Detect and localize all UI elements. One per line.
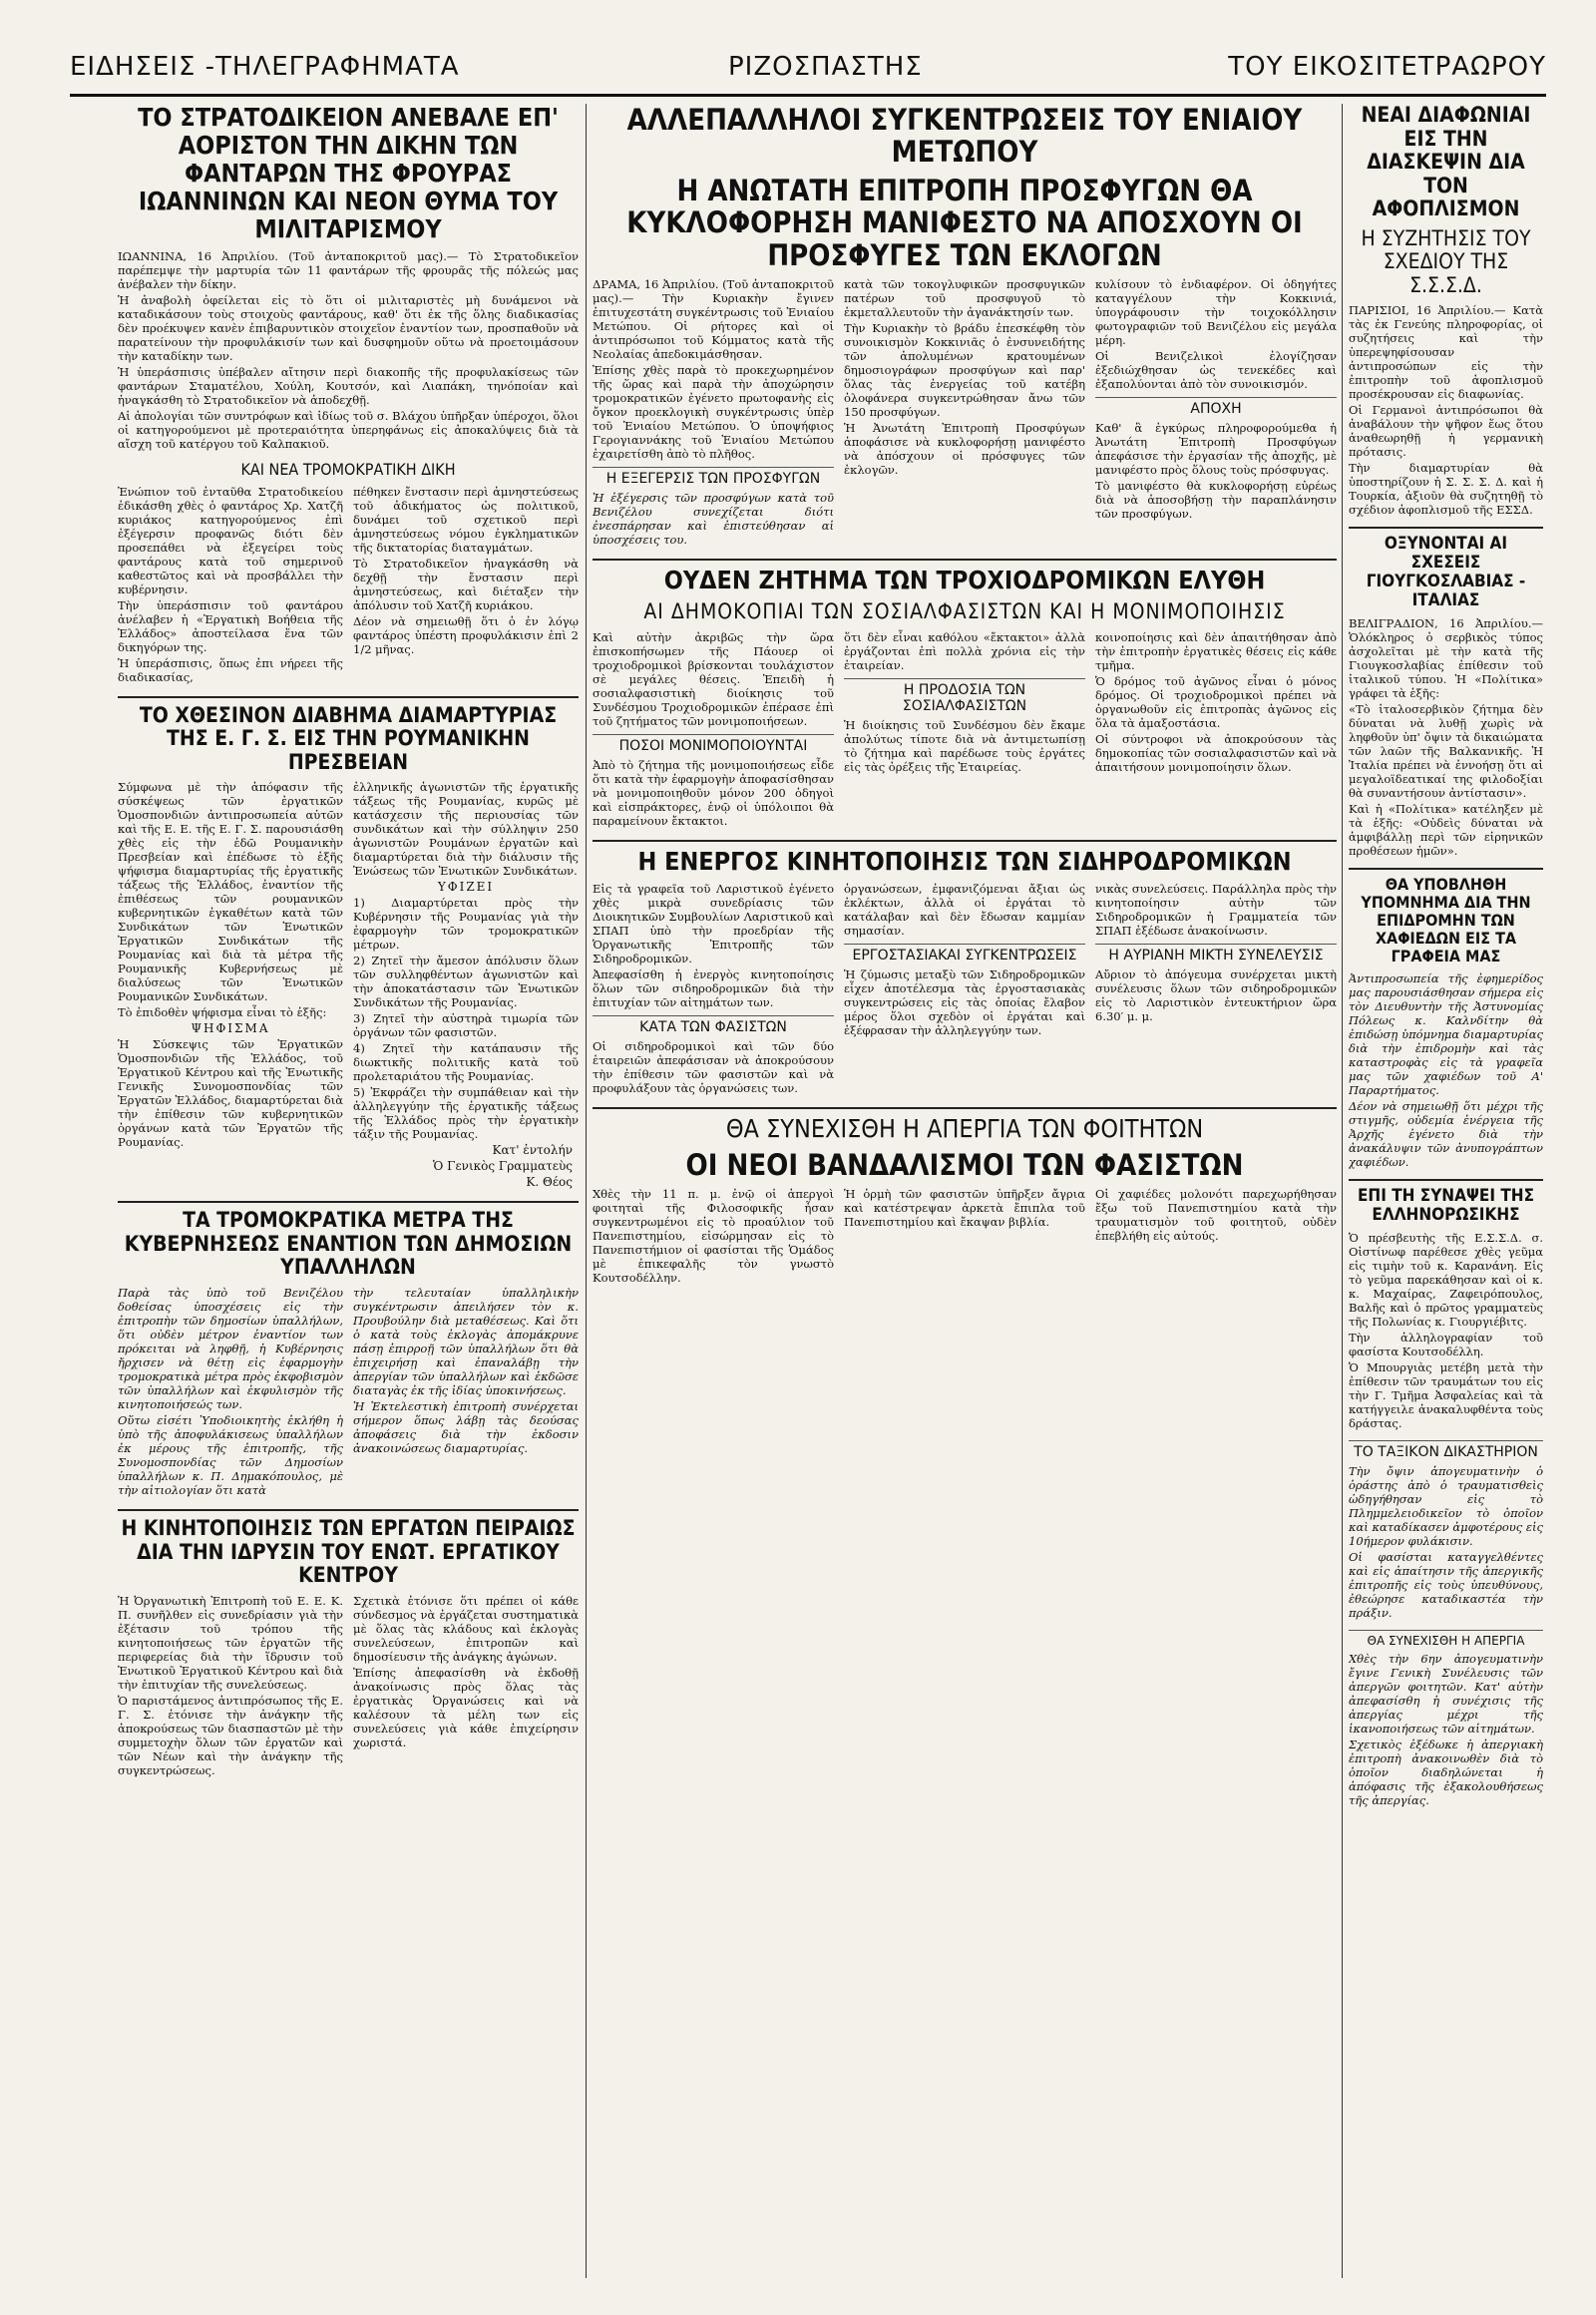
paragraph: Τὴν Κυριακὴν τὸ βράδυ ἐπεσκέφθη τὸν συνοικισμὸν Κοκκινιᾶς ὁ ἐνσυνειδήτης τῶν ἀπολυμένων κρατουμένων δημοσιογράφων προσφύγων καὶ παρ' ὅλας τὰς ἐνεργείας τοῦ κατέβη ὁλοφάνερα συγκεντρώθησαν ἄνω τῶν 150 προσφύγων. — [844, 321, 1085, 420]
paragraph: Ὁ παριστάμενος ἀντιπρόσωπος τῆς Ε. Γ. Σ. ἐτόνισε τὴν ἀνάγκην τῆς ἀποκρούσεως τῶν διασπαστῶν μὲ τὴν συμμετοχὴν ὅλων τῶν ἐργατῶν καὶ τῶν Νέων καὶ τὴν ἀνάγκην τῆς συγκεντρώσεως. — [118, 1693, 343, 1777]
paragraph: Καὶ ἡ «Πολίτικα» κατέληξεν μὲ τὰ ἑξῆς: «Οὐδεὶς δύναται νὰ ἀμφιβάλλῃ περὶ τῶν εἰρηνικῶν προθέσεων ἡμῶν». — [1349, 802, 1543, 859]
subheading: Η ΠΡΟΔΟΣΙΑ ΤΩΝ ΣΟΣΙΑΛΦΑΣΙΣΤΩΝ — [844, 678, 1085, 714]
subheading: ΠΟΣΟΙ ΜΟΝΙΜΟΠΟΙΟΥΝΤΑΙ — [593, 734, 834, 754]
article-columns — [593, 277, 1337, 549]
column-right — [1349, 104, 1543, 2278]
paragraph: Οἱ φασίσται καταγγελθέντες καὶ εἰς ἀπαίτησιν τῆς ἀπεργικῆς ἐπιτροπῆς εἰς τοὺς ὑπευθύνους, ἐθεώρησε καταδικαστέα τὴν πράξιν. — [1349, 1549, 1543, 1620]
paragraph: Ἡ διοίκησις τοῦ Συνδέσμου δὲν ἔκαμε ἀπολύτως τίποτε διὰ νὰ ἀντιμετωπίσῃ τὸ ζήτημα καὶ παρέδωσε τοὺς ἐργάτες εἰς τὰς ὀρέξεις τῆς Ἑταιρείας. — [844, 717, 1085, 774]
text-column — [593, 882, 834, 1097]
text-column — [118, 1286, 343, 1499]
paragraph: Σύμφωνα μὲ τὴν ἀπόφασιν τῆς σύσκέψεως τῶν ἐργατικῶν Ὁμοσπονδιῶν ἀντιπροσωπεία αὐτῶν καὶ τῆς Ε. Ε. τῆς Ε. Γ. Σ. παρουσιάσθη χθὲς εἰς τὴν ἐδῶ Ρουμανικὴν Πρεσβείαν καὶ ἐπέδωσε τὸ ἑξῆς ψήφισμα διαμαρτυρίας τῆς ἐργατικῆς τάξεως τῆς Ἑλλάδος, ἐναντίον τῆς ἐπιθέσεως τῶν ρουμανικῶν κυβερνητικῶν ἐγκαθέτων κατὰ τῶν Συνδικάτων τῶν Ἑνωτικῶν Ἐργατικῶν Συνδικάτων τῆς Ρουμανίας καὶ διὰ τὰ μέτρα τῆς Ρουμανικῆς Κυβερνήσεως μὲ διαλύσεως τῶν Ἑνωτικῶν Ρουμανικῶν Συνδικάτων. — [118, 780, 343, 1004]
divider — [593, 559, 1337, 561]
article-yugoslavia-italy — [1349, 535, 1543, 858]
paragraph: Ἐνώπιον τοῦ ἐνταῦθα Στρατοδικείου ἐδικάσθη χθὲς ὁ φαντάρος Χρ. Χατζῆ κυριάκος κατηγορούμενος ἐπὶ ἐξέγερσιν προφανῶς διότι δὲν προσεπάθει νὰ ἐξεγείρει τοὺς φαντάρους κατὰ τοῦ σημερινοῦ καθεστῶτος καὶ νὰ προσβάλλει τὴν κυβέρνησιν. — [118, 484, 343, 596]
paragraph: κυλίσουν τὸ ἐνδιαφέρον. Οἱ ὀδηγήτες καταγγέλουν τὴν Κοκκινιά, ὑπογράφουσιν τὴν τοιχοκόλλησιν φωτογραφιῶν τοῦ Βενιζέλου εἰς μεγάλα μέρη. — [1095, 277, 1337, 348]
paragraph: ΒΕΛΙΓΡΑΔΙΟΝ, 16 Ἀπριλίου.— Ὁλόκληρος ὁ σερβικὸς τύπος ἀσχολεῖται μὲ τὴν κατὰ τῆς Γιουγκοσλαβίας ἐπίθεσιν τοῦ ἰταλικοῦ τύπου. Ἡ «Πολίτικα» γράφει τὰ ἑξῆς: — [1349, 616, 1543, 701]
headline-secondary: Η ΣΥΖΗΤΗΣΙΣ ΤΟΥ ΣΧΕΔΙΟΥ ΤΗΣ Σ.Σ.Σ.Δ. — [1361, 225, 1531, 297]
article-columns — [118, 1594, 579, 1779]
headline: ΤΟ ΣΤΡΑΤΟΔΙΚΕΙΟΝ ΑΝΕΒΑΛΕ ΕΠ' ΑΟΡΙΣΤΟΝ ΤΗΝ ΔΙΚΗΝ ΤΩΝ ΦΑΝΤΑΡΩΝ ΤΗΣ ΦΡΟΥΡΑΣ ΙΩΑΝΝΙΝΩΝ ΚΑΙ ΝΕΟΝ ΘΥΜΑ ΤΟΥ ΜΙΛΙΤΑΡΙΣΜΟΥ — [138, 104, 559, 243]
paragraph: 1) Διαμαρτύρεται πρὸς τὴν Κυβέρνησιν τῆς Ρουμανίας γιὰ τὴν ἐφαρμογὴν τῶν τρομοκρατικῶν μέτρων. — [353, 896, 579, 953]
text-column — [353, 780, 579, 1191]
article-military-court — [118, 104, 579, 451]
text-column — [593, 630, 834, 830]
headline: ΟΞΥΝΟΝΤΑΙ ΑΙ ΣΧΕΣΕΙΣ ΓΙΟΥΓΚΟΣΛΑΒΙΑΣ - ΙΤΑΛΙΑΣ — [1366, 534, 1526, 611]
paragraph: Ἡ Σύσκεψις τῶν Ἐργατικῶν Ὁμοσπονδιῶν τῆς Ἑλλάδος, τοῦ Ἐργατικοῦ Κέντρου καὶ τῆς Ἑνωτικῆς Γενικῆς Συνομοσπονδίας τῶν Ἐργατῶν Ἑλλάδος, διαμαρτύρεται διὰ τὴν ἐπίθεσιν τῶν κυβερνητικῶν ὀργάνων κατὰ τῶν Ἐργατῶν τῆς Ρουμανίας. — [118, 1037, 343, 1150]
paragraph: ὅτι δὲν εἶναι καθόλου «ἔκτακτοι» ἀλλὰ ἐργάζονται ἐπὶ πολλὰ χρόνια εἰς τὴν ἐταιρείαν. — [844, 629, 1085, 672]
headline: ΟΥΔΕΝ ΖΗΤΗΜΑ ΤΩΝ ΤΡΟΧΙΟΔΡΟΜΙΚΩΝ ΕΛΥΘΗ — [663, 566, 1266, 595]
article-greek-soviet — [1349, 1187, 1543, 1430]
headline: ΘΑ ΣΥΝΕΧΙΣΘΗ Η ΑΠΕΡΓΙΑ ΤΩΝ ΦΟΙΤΗΤΩΝ — [725, 1113, 1204, 1143]
signature: Κατ' ἐντολήν — [492, 1143, 573, 1158]
article-columns — [118, 485, 579, 686]
paragraph: Δέον νὰ σημειωθῇ ὅτι μέχρι τῆς στιγμῆς, οὐδεμία ἐνέργεια τῆς Ἀρχῆς ἐγένετο διὰ τὴν ἀνακάλυψιν τῶν ἀνυπογράπτων χαφιέδων. — [1349, 1098, 1543, 1169]
paragraph: Ἡ Ἀνωτάτη Ἐπιτροπὴ Προσφύγων ἀποφάσισε νὰ κυκλοφορήσῃ μανιφέστο νὰ ἀπόσχουν οἱ πρόσφυγες τῶν ἐκλογῶν. — [844, 421, 1085, 478]
column-divider — [1342, 104, 1343, 2278]
paragraph: Ἡ ἀναβολὴ ὀφείλεται εἰς τὸ ὅτι οἱ μιλιταριστὲς μὴ δυνάμενοι νὰ καταδικάσουν τοὺς στοιχοὺς φαντάρους, καθ' ὅτι ἐκ τῆς ὅλης διαδικασίας δὲν προέκυψεν κανὲν ἐπιβαρυντικὸν στοιχεῖον ἐναντίον των, προσπαθοῦν νὰ παρατείνουν τὴν προφυλάκισίν των καὶ δυσφημοῦν οὕτω νὰ προετοιμάσουν τὴν καταδίκην των. — [118, 293, 579, 363]
resolution-subheading: ΥΦΙΖΕΙ — [437, 880, 495, 895]
paragraph: ΠΑΡΙΣΙΟΙ, 16 Ἀπριλίου.— Κατὰ τὰς ἐκ Γενεύης πληροφορίας, οἱ συζητήσεις καὶ τὴν ὑπερεψηφίσουσαν ἀντιπροσώπων εἰς τὴν ἐπιτροπὴν τοῦ ἀφοπλισμοῦ προσέκρουσαν εἰς διαφωνίας. — [1349, 303, 1543, 402]
paragraph: Αὔριον τὸ ἀπόγευμα συνέρχεται μικτὴ συνέλευσις ὅλων τῶν σιδηροδρομικῶν εἰς τὸ Λαριστικὸν ἐντευκτήριον ὥρα 6.30′ μ. μ. — [1095, 966, 1337, 1023]
paragraph: Ἡ ὑπεράσπισις ὑπέβαλεν αἴτησιν περὶ διακοπῆς τῆς προφυλακίσεως τῶν φαντάρων Σταματέλου, Χούλη, Κουτσόν, καὶ Λιαπάκη, τηνόποίαν καὶ ἠναγκάσθη τὸ Στρατοδικεῖον νὰ ἀποδεχθῇ. — [118, 365, 579, 407]
paragraph: Οἱ Γερμανοὶ ἀντιπρόσωποι θὰ ἀναβάλουν τὴν ψῆφον ἕως ὅτου ἀναθεωρηθῇ ἡ γερμανικὴ πρότασις. — [1349, 403, 1543, 460]
paragraph: Ἡ Ἐκτελεστικὴ ἐπιτροπὴ συνέρχεται σήμερον ὅπως λάβῃ τὰς δεούσας ἀποφάσεις διὰ τὴν ἐκδοσιν ἀνακοινώσεως διαμαρτυρίας. — [353, 1399, 579, 1455]
paragraph: «Τὸ ἰταλοσερβικὸν ζήτημα δὲν δύναται νὰ λυθῇ χωρὶς νὰ ληφθοῦν ὑπ' ὄψιν τὰ δικαιώματα τῶν λαῶν τῆς Βαλκανικῆς. Ἡ Ἰταλία πρέπει νὰ ἐννοήσῃ ὅτι αἱ μεγαλοϊδεατικαί της φιλοδοξίαι θὰ συναντήσουν ἀντίστασιν». — [1349, 702, 1543, 801]
paragraph: Χθὲς τὴν 6ην ἀπογευματινὴν ἔγινε Γενικὴ Συνέλευσις τῶν ἀπεργῶν φοιτητῶν. Κατ' αὐτὴν ἀπεφασίσθη ἡ συνέχισις τῆς ἀπεργίας μέχρι τῆς ἱκανοποιήσεως τῶν αἰτημάτων. — [1349, 1651, 1543, 1736]
signature: Κ. Θέος — [526, 1175, 573, 1190]
divider — [593, 840, 1337, 842]
paragraph: Ἀπεφασίσθη ἡ ἐνεργὸς κινητοποίησις ὅλων τῶν σιδηροδρομικῶν διὰ τὴν ἐπιτυχίαν τῶν αἰτημάτων των. — [593, 966, 834, 1009]
text-column — [593, 277, 834, 549]
headline-secondary: ΟΙ ΝΕΟΙ ΒΑΝΔΑΛΙΣΜΟΙ ΤΩΝ ΦΑΣΙΣΤΩΝ — [685, 1147, 1244, 1182]
resolution-heading: ΨΗΦΙΣΜΑ — [191, 1021, 270, 1036]
headline-secondary: ΑΙ ΔΗΜΟΚΟΠΙΑΙ ΤΩΝ ΣΟΣΙΑΛΦΑΣΙΣΤΩΝ ΚΑΙ Η ΜΟΝΙΜΟΠΟΙΗΣΙΣ — [643, 599, 1286, 624]
paragraph: κοινοποίησις καὶ δὲν ἀπαιτήθησαν ἀπὸ τὴν ἐπιτροπὴν ἐργατικὲς θέσεις εἰς κάθε τμῆμα. — [1095, 629, 1337, 672]
text-column — [1095, 630, 1337, 830]
divider — [118, 1201, 579, 1203]
subheading: ΑΠΟΧΗ — [1095, 397, 1337, 417]
paragraph: Τὸ μανιφέστο θὰ κυκλοφορήσῃ εὐρέως διὰ νὰ ἀποσοβήσῃ τὴν παραπλάνησιν τῶν προσφύγων. — [1095, 479, 1337, 522]
divider — [118, 1509, 579, 1511]
paragraph: Ἡ Ὀργανωτικὴ Ἐπιτροπὴ τοῦ Ε. Ε. Κ. Π. συνῆλθεν εἰς συνεδρίασιν γιὰ τὴν ἐξέτασιν τοῦ τρόπου τῆς κινητοποιήσεως τῶν ἐργατῶν τῆς περιφερείας διὰ τὴν ἵδρυσιν τοῦ Ἑνωτικοῦ Ἐργατικοῦ Κέντρου καὶ διὰ τὴν ἐπιτυχίαν τῆς συνελεύσεως. — [118, 1593, 343, 1692]
text-column — [1095, 882, 1337, 1097]
paragraph: Οἱ Βενιζελικοὶ ἐλογίζησαν ἐξεδιώχθησαν ὡς τενεκέδες καὶ ἐξαπολύονται ἀπὸ τὸν συνοικισμόν. — [1095, 349, 1337, 392]
paragraph: ὀργανώσεων, ἐμφανιζόμεναι ἄξιαι ὡς ἐκλέκτων, ἀλλὰ οἱ ἐργάται τὸ κατάλαβαν καὶ δὲν ἔδωσαν καμμίαν σημασίαν. — [844, 881, 1085, 938]
paragraph: Τὴν ὄψιν ἀπογευματινὴν ὁ ὁράστης ἀπὸ ὁ τραυματισθεὶς ὡδηγήθησαν εἰς τὸ Πλημμελειοδικεῖον τὸ ὁποῖον καὶ καταδίκασεν ἀμφοτέρους εἰς 10ήμερον φυλάκισιν. — [1349, 1463, 1543, 1548]
paragraph: Ἡ ὑπεράσπισις, ὅπως ἐπι νήρεει τῆς διαδικασίας, — [118, 655, 343, 684]
article-romanian-embassy — [118, 704, 579, 1192]
column-left — [118, 104, 579, 2278]
paragraph: Παρὰ τὰς ὑπὸ τοῦ Βενιζέλου δοθείσας ὑποσχέσεις εἰς τὴν ἐπιτροπὴν τῶν δημοσίων ὑπαλλήλων, ὅτι οὐδὲν μέτρον ἐναντίον των πρόκειται νὰ ληφθῇ, ἡ Κυβέρνησις ἤρχισεν νὰ θέτῃ εἰς ἐφαρμογὴν τρομοκρατικὰ μέτρα πρὸς ἐκφοβισμὸν τῶν ὑπαλλήλων καὶ ἐκφυλισμὸν τῆς κινητοποιήσεώς των. — [118, 1286, 343, 1411]
subheading: ΕΡΓΟΣΤΑΣΙΑΚΑΙ ΣΥΓΚΕΝΤΡΩΣΕΙΣ — [844, 944, 1085, 964]
paragraph: Σχετικὰ ἐτόνισε ὅτι πρέπει οἱ κάθε σύνδεσμος νὰ ἐργάζεται συστηματικὰ μὲ ὅλας τὰς κλάδους καὶ ἐκλογὰς συνελεύσεων, ἐπιτροπῶν καὶ δημοσίευσιν τῆς ἀνάγκης ἀγώνων. — [353, 1593, 579, 1664]
subheading: Η ΑΥΡΙΑΝΗ ΜΙΚΤΗ ΣΥΝΕΛΕΥΣΙΣ — [1095, 944, 1337, 964]
paragraph: Ἀπὸ τὸ ζήτημα τῆς μονιμοποιήσεως εἶδε ὅτι κατὰ τὴν ἐφαρμογὴν ἀποφασίσθησαν νὰ μονιμοποιηθοῦν μόνον 200 ὁδηγοὶ καὶ εἰσπράκτορες, ἐνῷ οἱ ὑπόλοιποι θὰ παραμείνουν ἔκτακτοι. — [593, 757, 834, 828]
article-piraeus-workers — [118, 1517, 579, 1779]
headline-secondary: Η ΑΝΩΤΑΤΗ ΕΠΙΤΡΟΠΗ ΠΡΟΣΦΥΓΩΝ ΘΑ ΚΥΚΛΟΦΟΡΗΣΗ ΜΑΝΙΦΕΣΤΟ ΝΑ ΑΠΟΣΧΟΥΝ ΟΙ ΠΡΟΣΦΥΓΕΣ ΤΩΝ ΕΚΛΟΓΩΝ — [626, 173, 1303, 272]
paragraph: 5) Ἐκφράζει τὴν συμπάθειαν καὶ τὴν ἀλληλεγγύην τῆς ἐργατικῆς τάξεως τῆς Ἑλλάδος πρὸς τὴν ἐργατικὴν τάξιν τῆς Ρουμανίας. — [353, 1085, 579, 1142]
paragraph: Τὸ ἐπιδοθὲν ψήφισμα εἶναι τὸ ἑξῆς: — [118, 1005, 327, 1020]
text-column — [118, 780, 343, 1191]
paragraph: Οἱ σύντροφοι νὰ ἀποκρούσουν τὰς δημοκοπίας τῶν σοσιαλφασιστῶν καὶ νὰ ἀπαιτήσουν μονιμοποίησιν ὅλων. — [1095, 731, 1337, 774]
article-united-front — [593, 104, 1337, 549]
paragraph: Ἡ ὁρμὴ τῶν φασιστῶν ὑπῆρξεν ἄγρια καὶ κατέστρεψαν ἀρκετὰ ἔπιπλα τοῦ Πανεπιστημίου καὶ ἔκαψαν βιβλία. — [844, 1187, 1085, 1230]
paragraph: ΙΩΑΝΝΙΝΑ, 16 Ἀπριλίου. (Τοῦ ἀνταποκριτοῦ μας).— Τὸ Στρατοδικεῖον παρέπεμψε τὴν μαρτυρία τῶν 11 φαντάρων τῆς φρουρᾶς τῆς πόλεώς μας ἀνέβαλεν τὴν δίκην. — [118, 249, 579, 291]
section-title: ΕΙΔΗΣΕΙΣ -ΤΗΛΕΓΡΑΦΗΜΑΤΑ — [70, 52, 460, 82]
headline: ΤΑ ΤΡΟΜΟΚΡΑΤΙΚΑ ΜΕΤΡΑ ΤΗΣ ΚΥΒΕΡΝΗΣΕΩΣ ΕΝΑΝΤΙΟΝ ΤΩΝ ΔΗΜΟΣΙΩΝ ΥΠΑΛΛΗΛΩΝ — [124, 1208, 573, 1280]
paragraph: 4) Ζητεῖ τὴν κατάπαυσιν τῆς διωκτικῆς πολιτικῆς κατὰ τοῦ προλεταριάτου τῆς Ρουμανίας. — [353, 1041, 579, 1084]
paragraph: νικὰς συνελεύσεις. Παράλληλα πρὸς τὴν κινητοποίησιν αὐτὴν τῶν Σιδηροδρομικῶν ἡ Γραμματεία τῶν ΣΠΑΠ ἐξέδωσε ἀνακοίνωσιν. — [1095, 881, 1337, 938]
article-columns — [118, 780, 579, 1191]
paragraph: Οἱ σιδηροδρομικοὶ καὶ τῶν δύο ἑταιρειῶν ἀπεφάσισαν νὰ ἀποκρούσουν τὴν ἐπίθεσιν τῶν φασιστῶν καὶ νὰ προφυλάξουν τὰς ὀργανώσεις των. — [593, 1038, 834, 1095]
text-column — [118, 1594, 343, 1779]
paragraph: Τὴν διαμαρτυρίαν θὰ ὑποστηρίζουν ἡ Σ. Σ. Σ. Δ. καὶ ἡ Τουρκία, ἀξιοῦν θὰ συζητηθῇ τὸ σχέδιον ἀφοπλισμοῦ τῆς ΕΣΣΔ. — [1349, 461, 1543, 518]
paragraph: Δέον νὰ σημειωθῇ ὅτι ὁ ἐν λόγῳ φαντάρος ὑπέστη προφυλάκισιν ἐπὶ 2 1/2 μῆνας. — [353, 613, 579, 656]
column-center — [593, 104, 1337, 2278]
masthead — [70, 48, 1546, 97]
paragraph: Χθὲς τὴν 11 π. μ. ἐνῷ οἱ ἀπεργοὶ φοιτηταὶ τῆς Φιλοσοφικῆς ἦσαν συγκεντρωμένοι εἰς τὸ προαύλιον τοῦ Πανεπιστημίου, εἰσώρμησαν εἰς τὸ Πανεπιστήμιον οἱ φασίσται τῆς Ὁμάδος μὲ ἐπικεφαλῆς τὸν γνωστὸ Κουτσοδέλλην. — [593, 1187, 834, 1286]
paragraph: Εἰς τὰ γραφεῖα τοῦ Λαριστικοῦ ἐγένετο χθὲς μικρὰ συνεδρίασις τῶν Διοικητικῶν Συμβουλίων Λαριστικοῦ καὶ ΣΠΑΠ ὑπὸ τὴν προεδρίαν τῆς Ὁργανωτικῆς Ἐπιτροπῆς τῶν Σιδηροδρομικῶν. — [593, 881, 834, 965]
headline: Η ΕΝΕΡΓΟΣ ΚΙΝΗΤΟΠΟΙΗΣΙΣ ΤΩΝ ΣΙΔΗΡΟΔΡΟΜΙΚΩΝ — [637, 846, 1292, 876]
text-column — [353, 1286, 579, 1499]
paragraph: πέθηκεν ἔνστασιν περὶ ἀμνηστεύσεως τοῦ ἀδικήματος ὡς πολιτικοῦ, δυνάμει τοῦ σχετικοῦ περὶ ἀμνηστεύσεως νόμου ἐγκληματικῶν τῆς δικτατορίας διαταγμάτων. — [353, 484, 579, 555]
article-civil-servants — [118, 1209, 579, 1499]
paragraph: Ὁ Μπουργιὰς μετέβη μετὰ τὴν ἐπίθεσιν τῶν τραυμάτων του εἰς τὴν Γ. Τμῆμα Ἀσφαλείας καὶ τὰ κατήγγειλε ἀνακαλυφθέντα τοὺς δράστας. — [1349, 1359, 1543, 1430]
paragraph: Καθ' ἃ ἐγκύρως πληροφορούμεθα ἡ Ἀνωτάτη Ἐπιτροπὴ Προσφύγων ἀπεφάσισε τὴν ἐργασίαν τῆς ἀποχῆς, μὲ μανιφέστο πρὸς ὅλους τοὺς πρόσφυγας. — [1095, 421, 1337, 478]
section-subtitle: ΤΟΥ ΕΙΚΟΣΙΤΕΤΡΑΩΡΟΥ — [1228, 52, 1546, 82]
paragraph: Καὶ αὐτὴν ἀκριβῶς τὴν ὥρα ἐπισκοπήσωμεν τῆς Πάουερ οἱ τροχιοδρομικοὶ βρίσκονται τουλάχιστον σὲ μεγάλες θέσεις. Ἐπειδὴ ἡ σοσιαλφασιστικὴ διοίκησις τοῦ Συνδέσμου Τροχιοδρομικῶν ἐπέρασε ἐπὶ τοῦ ζητήματος τῶν μονιμοποιήσεων. — [593, 629, 834, 728]
headline: ΘΑ ΥΠΟΒΛΗΘΗ ΥΠΟΜΝΗΜΑ ΔΙΑ ΤΗΝ ΕΠΙΔΡΟΜΗΝ ΤΩΝ ΧΑΦΙΕΔΩΝ ΕΙΣ ΤΑ ΓΡΑΦΕΙΑ ΜΑΣ — [1361, 875, 1531, 965]
article-student-strike — [593, 1115, 1337, 1287]
paragraph: Τὴν ὑπεράσπισιν τοῦ φαντάρου ἀνέλαβεν ἡ «Ἐργατικὴ Βοήθεια τῆς Ἑλλάδος» ἀποστείλασα ἕνα τῶν δικηγόρων της. — [118, 597, 343, 654]
paragraph: Ὁ πρέσβευτὴς τῆς Ε.Σ.Σ.Δ. σ. Οἰστίνωφ παρέθεσε χθὲς γεῦμα εἰς τιμὴν τοῦ κ. Καρανάνη. Εἰς τὸ γεῦμα παρεκάθησαν καὶ οἱ κ. κ. Μαχαίρας, Ζαφειρόπουλος, Βαλῆς καὶ ὁ πρῶτος γραμματεὺς τῆς Πολωνίας κ. Γιουργιέβιτς. — [1349, 1230, 1543, 1329]
article-columns — [593, 882, 1337, 1097]
headline: ΕΠΙ ΤΗ ΣΥΝΑΨΕΙ ΤΗΣ ΕΛΛΗΝΟΡΩΣΙΚΗΣ — [1357, 1185, 1535, 1225]
paragraph: Ἡ ζύμωσις μεταξὺ τῶν Σιδηροδρομικῶν εἶχεν ἀποτέλεσμα τὰς ἐργοστασιακὰς συγκεντρώσεις εἰς τὰς ὁποίας ἔλαβον μέρος ὅλοι σχεδὸν οἱ ἐργάται καὶ ἐξέφρασαν τὴν ἀλληλεγγύην των. — [844, 966, 1085, 1037]
paragraph: Ἡ ἐξέγερσις τῶν προσφύγων κατὰ τοῦ Βενιζέλου συνεχίζεται διότι ἐνεσπάρησαν καὶ ἐπιστεύθησαν αἱ ὑποσχέσεις του. — [593, 491, 834, 548]
paragraph: 3) Ζητεῖ τὴν αὐστηρὰ τιμωρία τῶν ὀργάνων τῶν φασιστῶν. — [353, 1011, 579, 1040]
text-column — [844, 630, 1085, 830]
paragraph: Αἱ ἀπολογίαι τῶν συντρόφων καὶ ἰδίως τοῦ σ. Βλάχου ὑπῆρξαν ὑπέροχοι, ὅλοι οἱ κατηγορούμενοι μὲ προτεραιότητα ὑπερηφάνως εἰς ἀποκαλύψεις διὰ τὰ αἴσχη τοῦ κατέργου τοῦ Καλπακιοῦ. — [118, 409, 579, 451]
text-column — [353, 485, 579, 686]
paragraph: Ὁ δρόμος τοῦ ἀγῶνος εἶναι ὁ μόνος δρόμος. Οἱ τροχιοδρομικοὶ πρέπει νὰ ὀργανωθοῦν εἰς ἐπιτροπὰς ἀγῶνος εἰς ὅλα τὰ ἀμαξοστάσια. — [1095, 673, 1337, 730]
subheading: ΘΑ ΣΥΝΕΧΙΣΘΗ Η ΑΠΕΡΓΙΑ — [1349, 1630, 1543, 1648]
paragraph: 2) Ζητεῖ τὴν ἄμεσον ἀπόλυσιν ὅλων τῶν συλληφθέντων ἀγωνιστῶν καὶ τὴν ἀποκατάστασιν τῶν Ἑνωτικῶν Συνδικάτων τῆς Ρουμανίας. — [353, 954, 579, 1010]
article-strike-continues — [1349, 1630, 1543, 1807]
signature: Ὁ Γενικὸς Γραμματεὺς — [433, 1159, 573, 1174]
subheading: ΚΑΤΑ ΤΩΝ ΦΑΣΙΣΤΩΝ — [593, 1015, 834, 1035]
headline: ΤΟ ΧΘΕΣΙΝΟΝ ΔΙΑΒΗΜΑ ΔΙΑΜΑΡΤΥΡΙΑΣ ΤΗΣ Ε. Γ. Σ. ΕΙΣ ΤΗΝ ΡΟΥΜΑΝΙΚΗΝ ΠΡΕΣΒΕΙΑΝ — [139, 702, 558, 774]
divider — [1349, 868, 1543, 870]
article-new-trial — [118, 461, 579, 686]
divider — [1349, 527, 1543, 529]
paragraph: Ἀντιπροσωπεία τῆς ἐφημερίδος μας παρουσιάσθησαν σήμερα εἰς τὸν Διευθυντὴν τῆς Ἀστυνομίας Πόλεως κ. Καλνδίτην θὰ ἐπιδώσῃ ὑπόμνημα διαμαρτυρίας διὰ τὴν ἐπιδρομὴν καὶ τὰς καταστροφὰς εἰς τὰ γραφεῖα μας τῶν χαφιέδων τοῦ Α' Παραρτήματος. — [1349, 970, 1543, 1097]
paragraph: Οὕτω εἰσέτι Ὑποδιοικητὴς ἐκλήθη ἡ ὑπὸ τῆς ἀποφυλάκισεως ὑπαλλήλων ἐκ μέρους τῆς ἐπιτροπῆς, τῆς Συνομοσπονδίας τῶν Δημοσίων ὑπαλλήλων κ. Π. Δημακόπουλος, μὲ τὴν αἰτιολογίαν ὅτι κατὰ — [118, 1413, 343, 1497]
paragraph: Ἐπίσης χθὲς παρὰ τὸ προκεχωρημένον τῆς ὥρας καὶ παρὰ τὴν ἀποχώρησιν τρομοκρατικῶν ἐγένετο πρωτοφανὴς εἰς ὄγκον προεκλογικὴ συγκέντρωσις ὑπὲρ τοῦ Ἑνιαίου Μετώπου. Ὁ ὑποψήφιος Γερογιαννάκης τοῦ Ἑνιαίου Μετώπου ἐχαιρετίσθη ἀπὸ τὸ πλῆθος. — [593, 363, 834, 462]
newspaper-name: ΡΙΖΟΣΠΑΣΤΗΣ — [728, 52, 923, 82]
paragraph: Οἱ χαφιέδες μολονότι παρεχωρήθησαν ἔξω τοῦ Πανεπιστημίου κατὰ τὴν τραυματισμὸν τοῦ φοιτητοῦ, οὐδὲν ἐπεβλήθη εἰς αὐτούς. — [1095, 1187, 1337, 1244]
article-disarmament — [1349, 104, 1543, 517]
article-tramworkers — [593, 567, 1337, 830]
headline: ΝΕΑΙ ΔΙΑΦΩΝΙΑΙ ΕΙΣ ΤΗΝ ΔΙΑΣΚΕΨΙΝ ΔΙΑ ΤΟΝ ΑΦΟΠΛΙΣΜΟΝ — [1361, 104, 1531, 221]
article-railway-workers — [593, 848, 1337, 1097]
paragraph: ἐλληνικῆς ἀγωνιστῶν τῆς ἐργατικῆς τάξεως τῆς Ρουμανίας, κυρῶς μὲ κατάσχεσιν τῆς περιουσίας τῶν συνδικάτων καὶ τὴν σύλληψιν 250 ἀγωνιστῶν Ρουμάνων ἐργατῶν καὶ διαμαρτύρεται διὰ τὴν διάλυσιν τῆς Ἑνώσεως τῶν Ἑνωτικῶν Συνδικάτων. — [353, 780, 579, 879]
subheading: ΤΟ ΤΑΞΙΚΟΝ ΔΙΚΑΣΤΗΡΙΟΝ — [1349, 1440, 1543, 1460]
text-column — [353, 1594, 579, 1779]
headline: ΚΑΙ ΝΕΑ ΤΡΟΜΟΚΡΑΤΙΚΗ ΔΙΚΗ — [240, 460, 456, 479]
divider — [118, 696, 579, 698]
text-column — [1095, 1187, 1337, 1287]
paragraph: ΔΡΑΜΑ, 16 Ἀπριλίου. (Τοῦ ἀνταποκριτοῦ μας).— Τὴν Κυριακὴν ἔγινεν ἐπιτυχεστάτη συγκέντρωσις τοῦ Ἑνιαίου Μετώπου. Οἱ ρήτορες καὶ οἱ ἀντιπρόσωποι τοῦ Κόμματος κατὰ τῆς Νεολαίας ἀπεδοκιμάσθησαν. — [593, 277, 835, 362]
subheading: Η ΕΞΕΓΕΡΣΙΣ ΤΩΝ ΠΡΟΣΦΥΓΩΝ — [593, 467, 834, 487]
text-column — [593, 1187, 834, 1287]
paragraph: Τὸ Στρατοδικεῖον ἠναγκάσθη νὰ δεχθῇ τὴν ἔνστασιν περὶ ἀμνηστεύσεως, καὶ διέταξεν τὴν ἀπόλυσιν τοῦ Χατζῆ κυριάκου. — [353, 556, 579, 612]
article-columns — [593, 630, 1337, 830]
headline: ΑΛΛΕΠΑΛΛΗΛΟΙ ΣΥΓΚΕΝΤΡΩΣΕΙΣ ΤΟΥ ΕΝΙΑΙΟΥ ΜΕΤΩΠΟΥ — [626, 104, 1303, 170]
article-class-court — [1349, 1440, 1543, 1620]
divider — [593, 1107, 1337, 1109]
paragraph: κατὰ τῶν τοκογλυφικῶν προσφυγικῶν πατέρων τοῦ προσφυγοῦ τὸ ἐκμεταλλευτοῦν τὴν ἀγανάκτησίν των. — [844, 277, 1085, 320]
divider — [1349, 1179, 1543, 1181]
column-divider — [586, 104, 587, 2278]
text-column — [1095, 277, 1337, 549]
text-column — [844, 1187, 1085, 1287]
paragraph: Ἐπίσης ἀπεφασίσθη νὰ ἐκδοθῇ ἀνακοίνωσις πρὸς ὅλας τὰς ἐργατικὰς Ὀργανώσεις καὶ νὰ καλέσουν τὰ μέλη των εἰς συνελεύσεις γιὰ κάθε ἐπιχείρησιν χωριστά. — [353, 1665, 579, 1749]
paragraph: τὴν τελευταίαν ὑπαλληλικὴν συγκέντρωσιν ἀπειλήσεν τὸν κ. Προυβούλην διὰ μεταθέσεως. Καὶ ὅτι ὁ κατὰ τοὺς ἐκλογὰς ἀπομάκρυνε πάσῃ ἐπιρροῇ τῶν ὑπαλλήλων ὅτι θὰ ἐπιχειρήσῃ καὶ ἐπαναλάβῃ τὴν ἀπεργίαν τῶν ὑπαλλήλων καὶ ἐκδῶσε διαταγὰς ἐκ τῆς ἰδίας ὑποκινήσεως. — [353, 1286, 579, 1397]
text-column — [844, 277, 1085, 549]
article-columns — [593, 1187, 1337, 1287]
paragraph: Τὴν ἀλληλογραφίαν τοῦ φασίστα Κουτσοδέλλη. — [1349, 1330, 1543, 1358]
text-column — [844, 882, 1085, 1097]
article-memorandum — [1349, 876, 1543, 1169]
paragraph: Σχετικὸς ἐξέδωκε ἡ ἀπεργιακὴ ἐπιτροπὴ ἀνακοινωθὲν διὰ τὸ ὁποῖον διαδηλώνεται ἡ ἀπόφασις τῆς ἐξακολουθήσεως τῆς ἀπεργίας. — [1349, 1736, 1543, 1807]
text-column — [118, 485, 343, 686]
article-columns — [118, 1286, 579, 1499]
headline: Η ΚΙΝΗΤΟΠΟΙΗΣΙΣ ΤΩΝ ΕΡΓΑΤΩΝ ΠΕΙΡΑΙΩΣ ΔΙΑ ΤΗΝ ΙΔΡΥΣΙΝ ΤΟΥ ΕΝΩΤ. ΕΡΓΑΤΙΚΟΥ ΚΕΝΤΡΟΥ — [121, 1516, 576, 1588]
